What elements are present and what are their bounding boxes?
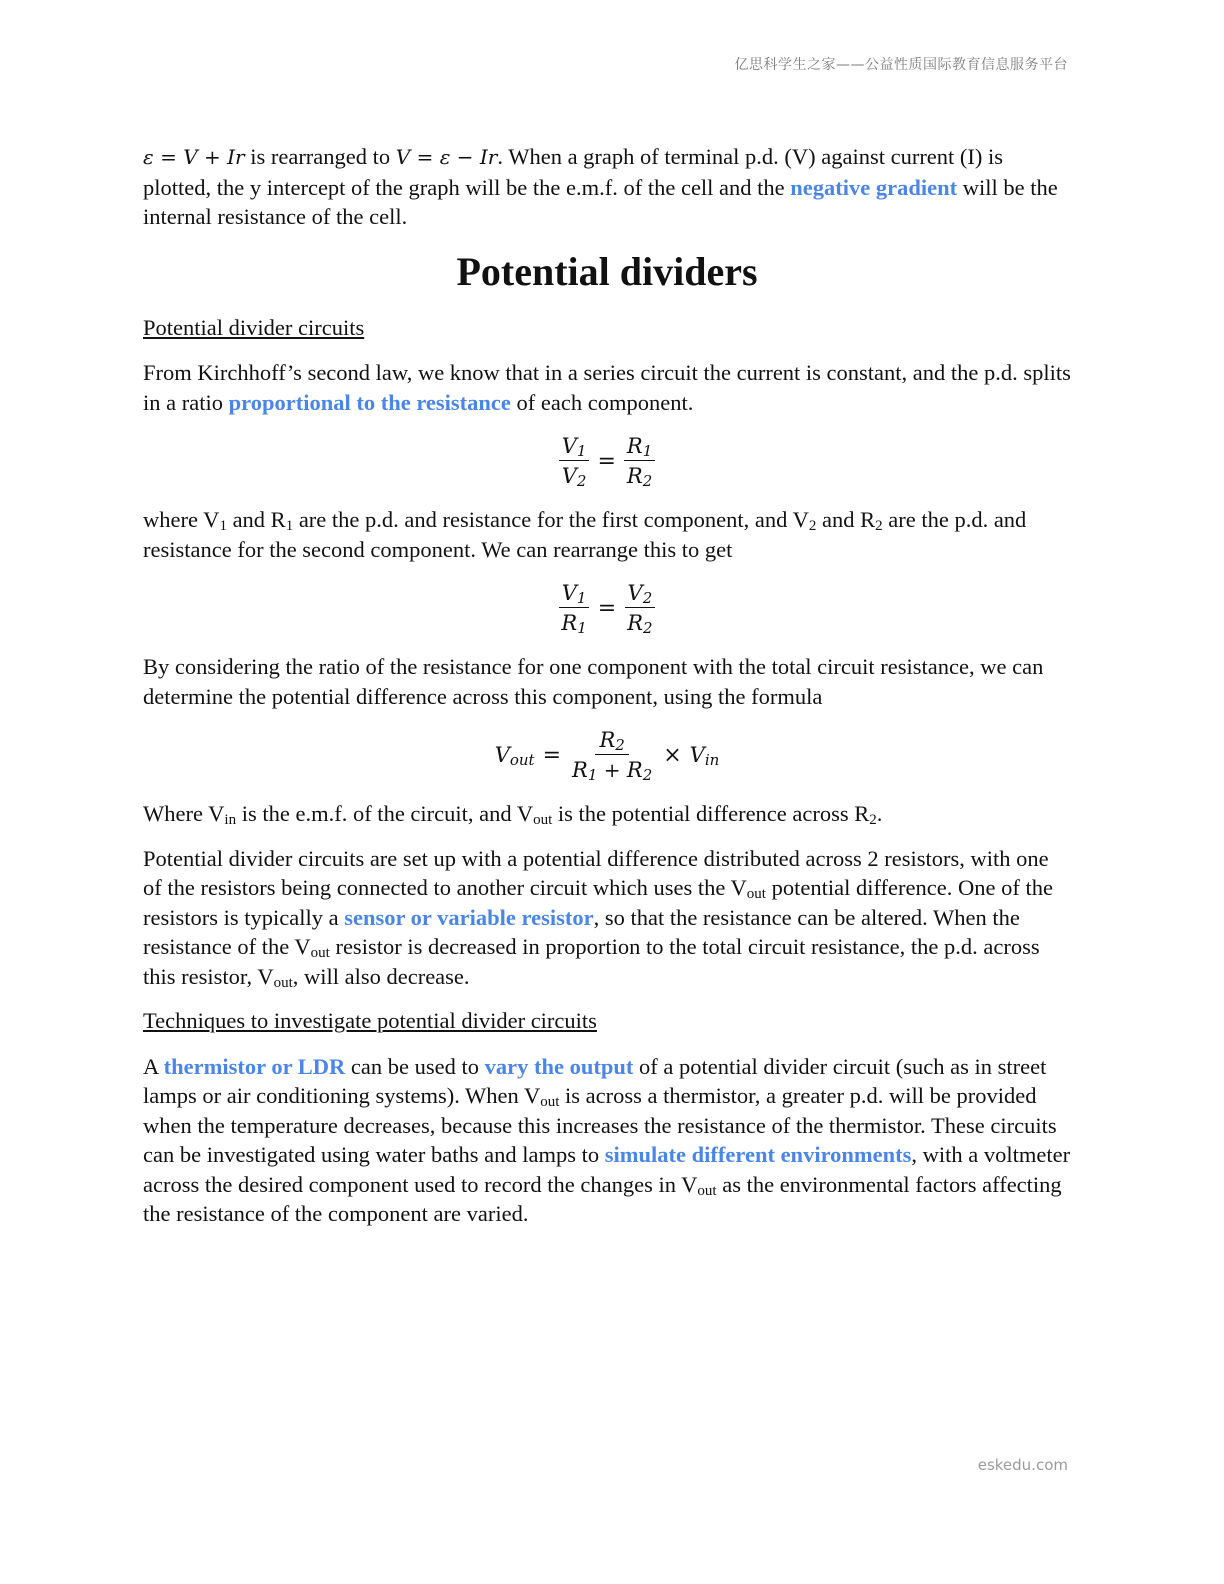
ratio-paragraph: By considering the ratio of the resistance for one component with the total circuit resistance, we can determine the potential difference across this component, using the formula: [143, 654, 1044, 709]
times-sign: ×: [663, 742, 682, 768]
equation-voltage-ratio: [143, 432, 1071, 491]
highlight-simulate-different-environments: simulate different environments: [604, 1142, 912, 1167]
equals-sign: =: [597, 448, 616, 474]
section-heading-techniques: Techniques to investigate potential divider circuits: [143, 1008, 597, 1033]
highlight-proportional-to-resistance: proportional to the resistance: [228, 389, 511, 415]
kirchhoff-text-a: From Kirchhoff’s second law, we know that in a series circuit the current is constant, and the p.d. splits in a ratio: [143, 360, 1071, 415]
header-site-text: 亿思科学生之家——公益性质国际教育信息服务平台: [734, 57, 1068, 73]
equation-rearranged-ratio: [143, 579, 1071, 638]
vout-lhs: $V_{out}$: [494, 742, 535, 769]
highlight-vary-the-output: vary the output: [484, 1053, 634, 1079]
highlight-thermistor-or-ldr: thermistor or LDR: [163, 1053, 346, 1079]
section-heading-potential-divider-circuits: Potential divider circuits: [143, 314, 365, 340]
fraction-v2-r2: $\frac{V_2}{R_2}$: [624, 579, 655, 638]
techniques-paragraph: A thermistor or LDR can be used to vary the output of a potential divider circuit (such as in street lamps or air conditioning systems). When $V_{out}$ is across a thermistor, a greater p.d. will be provided when the temperature decreases, because this increases the resistance of the thermistor. These circuits can be investigated using water baths and lamps to simulate different environments, with a voltmeter across the desired component used to record the changes in $V_{out}$ as the environmental factors affecting the resistance of the component are varied.: [143, 1053, 1071, 1226]
footer-site: eskedu.com: [977, 1456, 1068, 1474]
fraction-v1-r1: $\frac{V_1}{R_1}$: [558, 579, 589, 638]
where-paragraph: where $V_1$ and $R_1$ are the p.d. and resistance for the first component, and $V_2$ and $R_2$ are the p.d. and resistance for the second component. We can rearrange this to get: [143, 507, 1027, 562]
page-title: Potential dividers: [456, 248, 758, 294]
setup-paragraph: Potential divider circuits are set up with a potential difference distributed across 2 resistors, with one of the resistors being connected to another circuit which uses the $V_{out}$ potential difference. One of the resistors is typically a sensor or variable resistor, so that the resistance can be altered. When the resistance of the $V_{out}$ resistor is decreased in proportion to the total circuit resistance, the p.d. across this resistor, $V_{out}$, will also decrease.: [143, 845, 1053, 991]
equals-sign: =: [542, 742, 562, 768]
intro-paragraph: [143, 142, 1071, 232]
intro-equation-2: V = ε − Ir: [395, 145, 498, 169]
equation-vout-formula: [143, 726, 1071, 785]
fraction-r2-over-sum: $\frac{R_2}{R_1 + R_2}$: [572, 728, 653, 784]
kirchhoff-paragraph: [143, 358, 1071, 417]
highlight-negative-gradient: negative gradient: [790, 174, 958, 200]
intro-text-3: will be the internal resistance of the cell.: [143, 174, 1058, 229]
fraction-v1-v2: $\frac{V_1}{V_2}$: [559, 432, 590, 491]
page-content: [143, 142, 1071, 1244]
kirchhoff-text-b: of each component.: [510, 389, 694, 415]
intro-text-2: . When a graph of terminal p.d. (V) against current (I) is plotted, the y intercept of the graph will be the e.m.f. of the cell and the: [143, 144, 1004, 200]
intro-text-1: is rearranged to: [244, 144, 396, 169]
equals-sign: =: [597, 595, 617, 621]
vin-vout-definition-paragraph: Where $V_{in}$ is the e.m.f. of the circuit, and $V_{out}$ is the potential difference across $R_2$.: [143, 801, 883, 828]
fraction-r1-r2: $\frac{R_1}{R_2}$: [624, 432, 655, 491]
intro-equation-1: ε = V + Ir: [143, 145, 245, 169]
vin-rhs: $V_{in}$: [689, 742, 720, 769]
highlight-sensor-or-variable-resistor: sensor or variable resistor: [344, 904, 594, 930]
